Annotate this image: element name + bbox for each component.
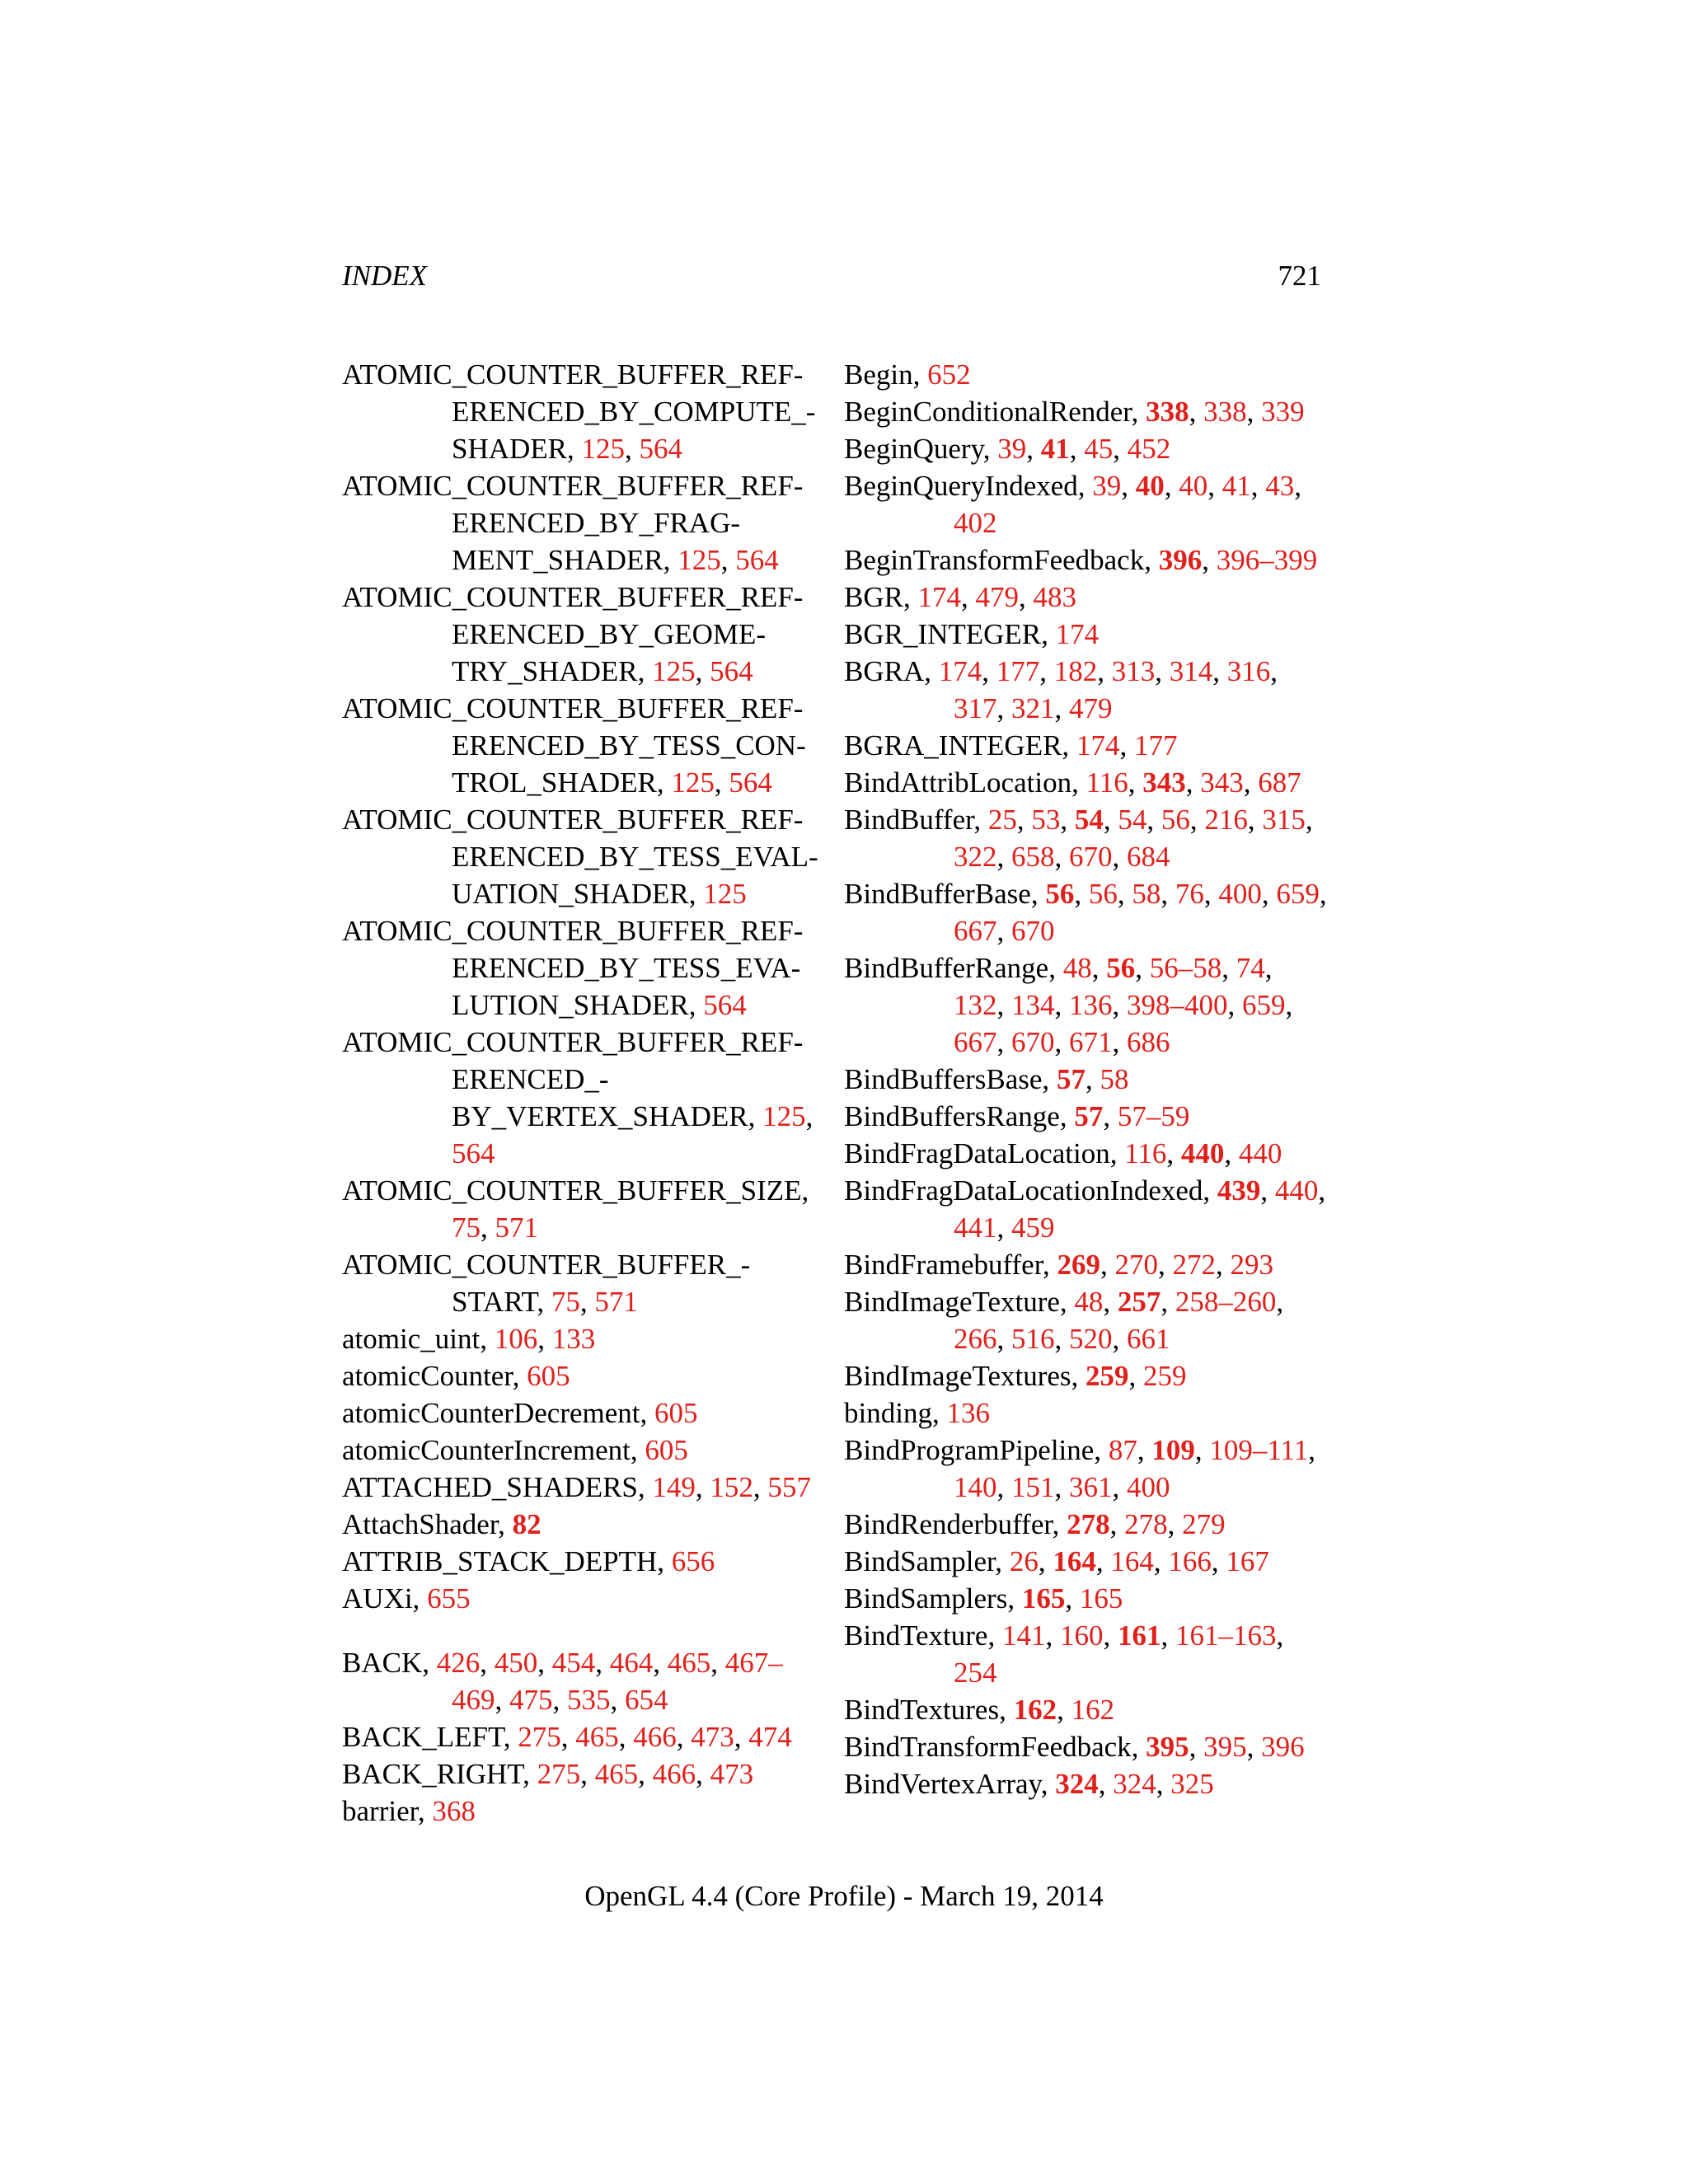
page-ref[interactable]: 658 bbox=[1011, 841, 1055, 873]
page-ref[interactable]: 56 bbox=[1160, 804, 1190, 836]
index-entry: BGR, 174, 479, 483 bbox=[844, 581, 1076, 613]
index-term: ERENCED_- bbox=[452, 1063, 609, 1095]
page-ref[interactable]: 339 bbox=[1261, 396, 1305, 428]
index-term: BGRA, bbox=[844, 655, 939, 687]
index-term: BindTransformFeedback, bbox=[844, 1731, 1146, 1763]
page-ref[interactable]: 479 bbox=[1069, 692, 1113, 724]
page-ref[interactable]: 279 bbox=[1182, 1508, 1226, 1540]
page-ref[interactable]: 162 bbox=[1071, 1694, 1115, 1726]
page-ref[interactable]: 671 bbox=[1069, 1026, 1113, 1058]
index-term: ATOMIC_COUNTER_BUFFER_REF- bbox=[342, 915, 804, 947]
index-entry: BindTransformFeedback, 395, 395, 396 bbox=[844, 1731, 1305, 1763]
page-ref[interactable]: 659 bbox=[1242, 989, 1286, 1021]
page-ref[interactable]: 174 bbox=[1055, 618, 1100, 650]
page-ref[interactable]: 106 bbox=[494, 1323, 538, 1355]
index-term: atomic_uint, bbox=[342, 1323, 495, 1355]
page-ref[interactable]: 466 bbox=[652, 1758, 696, 1790]
index-term: ATTACHED_SHADERS, bbox=[342, 1471, 653, 1503]
page-ref[interactable]: 116 bbox=[1085, 766, 1128, 799]
index-term: BGR_INTEGER, bbox=[844, 618, 1056, 650]
page-ref-defining[interactable]: 54 bbox=[1074, 804, 1104, 836]
page-ref[interactable]: 56–58 bbox=[1149, 952, 1222, 984]
page-ref[interactable]: 41 bbox=[1221, 470, 1251, 502]
page-ref[interactable]: 670 bbox=[1011, 1026, 1055, 1058]
page-ref[interactable]: 564 bbox=[452, 1137, 495, 1169]
page-ref[interactable]: 58 bbox=[1100, 1063, 1129, 1095]
index-entry: ATTACHED_SHADERS, 149, 152, 557 bbox=[342, 1471, 811, 1503]
page-ref-defining[interactable]: 164 bbox=[1053, 1545, 1096, 1577]
page-ref[interactable]: 467–469 bbox=[452, 1647, 783, 1716]
index-term: TROL_SHADER, bbox=[452, 766, 672, 799]
index-term: atomicCounter, bbox=[342, 1360, 528, 1392]
page-ref-defining[interactable]: 161 bbox=[1117, 1619, 1161, 1652]
page-ref[interactable]: 56 bbox=[1088, 878, 1118, 910]
page-ref[interactable]: 125 bbox=[652, 655, 696, 687]
page-ref[interactable]: 368 bbox=[432, 1795, 476, 1827]
page-ref[interactable]: 45 bbox=[1084, 433, 1114, 465]
index-entry: BindFramebuffer, 269, 270, 272, 293 bbox=[844, 1249, 1273, 1281]
page-ref[interactable]: 315 bbox=[1262, 804, 1306, 836]
page-ref[interactable]: 165 bbox=[1079, 1582, 1123, 1615]
page-ref[interactable]: 655 bbox=[427, 1582, 471, 1615]
page-ref[interactable]: 396 bbox=[1261, 1731, 1305, 1763]
page-ref-defining[interactable]: 56 bbox=[1045, 878, 1075, 910]
page-ref[interactable]: 53 bbox=[1031, 804, 1061, 836]
page-ref[interactable]: 116 bbox=[1124, 1137, 1167, 1169]
index-term: ATOMIC_COUNTER_BUFFER_REF- bbox=[342, 804, 804, 836]
page-ref[interactable]: 325 bbox=[1170, 1768, 1214, 1800]
page-ref[interactable]: 654 bbox=[625, 1684, 668, 1716]
index-entry: BACK, 426, 450, 454, 464, 465, 467–469, 475, 535, 654 bbox=[342, 1647, 783, 1716]
page-ref[interactable]: 667 bbox=[954, 915, 997, 947]
index-entry: atomic_uint, 106, 133 bbox=[342, 1323, 596, 1355]
page-ref[interactable]: 39 bbox=[997, 433, 1027, 465]
index-term: ERENCED_BY_TESS_EVA- bbox=[452, 952, 801, 984]
index-entry bbox=[844, 616, 1327, 653]
page-ref-defining[interactable]: 165 bbox=[1021, 1582, 1066, 1615]
page-ref[interactable]: 314 bbox=[1169, 655, 1213, 687]
page-ref-defining[interactable]: 109 bbox=[1151, 1434, 1195, 1466]
page-ref[interactable]: 466 bbox=[633, 1721, 677, 1753]
page-ref[interactable]: 516 bbox=[1011, 1323, 1055, 1355]
index-entry: BindTexture, 141, 160, 161, 161–163, 254 bbox=[844, 1619, 1284, 1689]
index-term: ERENCED_BY_GEOME- bbox=[452, 618, 767, 650]
index-term: BindFramebuffer, bbox=[844, 1249, 1057, 1281]
page-ref-defining[interactable]: 278 bbox=[1067, 1508, 1110, 1540]
index-term: LUTION_SHADER, bbox=[452, 989, 704, 1021]
page-ref[interactable]: 164 bbox=[1110, 1545, 1154, 1577]
index-term: BGRA_INTEGER, bbox=[844, 729, 1076, 762]
page-ref[interactable]: 177 bbox=[1133, 729, 1178, 762]
page-ref[interactable]: 48 bbox=[1062, 952, 1092, 984]
index-entry: BindBufferBase, 56, 56, 58, 76, 400, 659, 667, 670 bbox=[844, 878, 1327, 947]
index-entry: BindImageTextures, 259, 259 bbox=[844, 1360, 1187, 1392]
index-term: BindProgramPipeline, bbox=[844, 1434, 1109, 1466]
index-entry: BindImageTexture, 48, 257, 258–260, 266, 516, 520, 661 bbox=[844, 1286, 1284, 1355]
page-ref[interactable]: 659 bbox=[1276, 878, 1320, 910]
page-ref[interactable]: 254 bbox=[954, 1657, 997, 1689]
page-ref[interactable]: 161–163 bbox=[1175, 1619, 1277, 1652]
index-entry: BindSamplers, 165, 165 bbox=[844, 1582, 1123, 1615]
page-ref[interactable]: 26 bbox=[1009, 1545, 1039, 1577]
page-ref[interactable]: 275 bbox=[518, 1721, 561, 1753]
index-term: Begin, bbox=[844, 359, 928, 391]
index-entry: BindBuffersRange, 57, 57–59 bbox=[844, 1100, 1190, 1132]
index-term: BeginQueryIndexed, bbox=[844, 470, 1093, 502]
index-term: BeginTransformFeedback, bbox=[844, 544, 1159, 576]
page-ref[interactable]: 25 bbox=[987, 804, 1017, 836]
index-letter-gap bbox=[342, 1617, 828, 1644]
index-term: TRY_SHADER, bbox=[452, 655, 653, 687]
page-ref[interactable]: 140 bbox=[954, 1471, 997, 1503]
index-term: BindBufferRange, bbox=[844, 952, 1063, 984]
page-ref-defining[interactable]: 440 bbox=[1180, 1137, 1225, 1169]
page-ref[interactable]: 400 bbox=[1127, 1471, 1170, 1503]
index-term: ATTRIB_STACK_DEPTH, bbox=[342, 1545, 672, 1577]
page-ref[interactable]: 402 bbox=[954, 507, 997, 539]
page-ref[interactable]: 564 bbox=[639, 433, 683, 465]
index-term: ATOMIC_COUNTER_BUFFER_REF- bbox=[342, 1026, 804, 1058]
index-term: binding, bbox=[844, 1397, 947, 1429]
index-term: BindFragDataLocationIndexed, bbox=[844, 1174, 1217, 1207]
index-entry: ATOMIC_COUNTER_BUFFER_REF- ERENCED_BY_TESS_CON- TROL_SHADER, 125, 564 bbox=[342, 692, 806, 799]
page-ref-defining[interactable]: 57 bbox=[1074, 1100, 1104, 1132]
page-ref[interactable]: 473 bbox=[691, 1721, 734, 1753]
page-ref-defining[interactable]: 439 bbox=[1217, 1174, 1261, 1207]
page-ref[interactable]: 479 bbox=[975, 581, 1019, 613]
index-entry bbox=[342, 801, 828, 912]
index-entry bbox=[342, 1793, 828, 1830]
page-ref[interactable]: 177 bbox=[996, 655, 1040, 687]
index-term: BindImageTexture, bbox=[844, 1286, 1075, 1318]
page-ref-defining[interactable]: 82 bbox=[512, 1508, 542, 1540]
index-term: ERENCED_BY_COMPUTE_- bbox=[452, 396, 816, 428]
page-number: 721 bbox=[1278, 260, 1321, 292]
page-ref-defining[interactable]: 324 bbox=[1055, 1768, 1099, 1800]
index-entry: BGRA, 174, 177, 182, 313, 314, 316, 317, 321, 479 bbox=[844, 655, 1278, 724]
page-ref[interactable]: 87 bbox=[1108, 1434, 1137, 1466]
page-ref[interactable]: 132 bbox=[954, 989, 997, 1021]
page-ref[interactable]: 687 bbox=[1258, 766, 1301, 799]
page-ref[interactable]: 109–111 bbox=[1209, 1434, 1309, 1466]
page-ref[interactable]: 670 bbox=[1011, 915, 1055, 947]
index-entry: ATOMIC_COUNTER_BUFFER_SIZE, 75, 571 bbox=[342, 1174, 809, 1244]
page-ref[interactable]: 174 bbox=[917, 581, 961, 613]
page-ref[interactable]: 398–400 bbox=[1127, 989, 1228, 1021]
page-ref[interactable]: 396–399 bbox=[1216, 544, 1318, 576]
page-ref-defining[interactable]: 343 bbox=[1142, 766, 1186, 799]
index-entry: BGRA_INTEGER, 174, 177 bbox=[844, 729, 1178, 762]
index-term: ERENCED_BY_TESS_EVAL- bbox=[452, 841, 818, 873]
page-ref[interactable]: 686 bbox=[1127, 1026, 1170, 1058]
page-ref[interactable]: 259 bbox=[1143, 1360, 1187, 1392]
page-ref-defining[interactable]: 56 bbox=[1106, 952, 1136, 984]
index-term: ATOMIC_COUNTER_BUFFER_REF- bbox=[342, 359, 804, 391]
page-ref[interactable]: 75 bbox=[551, 1286, 580, 1318]
page-ref[interactable]: 400 bbox=[1218, 878, 1262, 910]
index-entry: BeginConditionalRender, 338, 338, 339 bbox=[844, 396, 1305, 428]
page-ref[interactable]: 58 bbox=[1132, 878, 1161, 910]
index-term: BindTextures, bbox=[844, 1694, 1014, 1726]
page-ref[interactable]: 54 bbox=[1118, 804, 1147, 836]
page-ref-defining[interactable]: 259 bbox=[1085, 1360, 1129, 1392]
page-ref[interactable]: 48 bbox=[1074, 1286, 1104, 1318]
page-ref[interactable]: 459 bbox=[1011, 1212, 1055, 1244]
page-ref[interactable]: 174 bbox=[938, 655, 982, 687]
index-term: ATOMIC_COUNTER_BUFFER_REF- bbox=[342, 470, 804, 502]
index-entry bbox=[844, 1394, 1327, 1432]
page-ref[interactable]: 557 bbox=[767, 1471, 811, 1503]
page-ref[interactable]: 275 bbox=[537, 1758, 581, 1790]
page-ref[interactable]: 125 bbox=[703, 878, 747, 910]
page-ref[interactable]: 564 bbox=[710, 655, 753, 687]
page-ref[interactable]: 452 bbox=[1127, 433, 1171, 465]
index-entry: ATOMIC_COUNTER_BUFFER_REF- ERENCED_BY_COMPUTE_- SHADER, 125, 564 bbox=[342, 359, 816, 465]
page-ref[interactable]: 520 bbox=[1069, 1323, 1113, 1355]
page-ref[interactable]: 125 bbox=[762, 1100, 806, 1132]
page-ref[interactable]: 125 bbox=[581, 433, 626, 465]
index-term: BindBufferBase, bbox=[844, 878, 1046, 910]
index-term: BGR, bbox=[844, 581, 918, 613]
index-term: BindBuffersRange, bbox=[844, 1100, 1075, 1132]
index-term: BACK_RIGHT, bbox=[342, 1758, 537, 1790]
page-ref[interactable]: 440 bbox=[1274, 1174, 1319, 1207]
index-term: BACK, bbox=[342, 1647, 437, 1679]
page-ref[interactable]: 57–59 bbox=[1117, 1100, 1190, 1132]
page-ref[interactable]: 136 bbox=[946, 1397, 990, 1429]
index-column-left bbox=[342, 356, 828, 1830]
index-term: ERENCED_BY_FRAG- bbox=[452, 507, 741, 539]
index-term: BeginQuery, bbox=[844, 433, 998, 465]
index-entry: BindVertexArray, 324, 324, 325 bbox=[844, 1768, 1214, 1800]
index-entry: BindFragDataLocationIndexed, 439, 440, 441, 459 bbox=[844, 1174, 1326, 1244]
index-entry: BeginQuery, 39, 41, 45, 452 bbox=[844, 433, 1171, 465]
index-entry: BACK_LEFT, 275, 465, 466, 473, 474 bbox=[342, 1721, 792, 1753]
index-term: BindSamplers, bbox=[844, 1582, 1022, 1615]
index-entry: BindFragDataLocation, 116, 440, 440 bbox=[844, 1137, 1282, 1169]
page-ref[interactable]: 160 bbox=[1059, 1619, 1104, 1652]
index-entry: BACK_RIGHT, 275, 465, 466, 473 bbox=[342, 1758, 754, 1790]
page-ref[interactable]: 343 bbox=[1200, 766, 1244, 799]
index-term: UATION_SHADER, bbox=[452, 878, 704, 910]
index-term: BindAttribLocation, bbox=[844, 766, 1086, 799]
page-ref[interactable]: 571 bbox=[495, 1212, 538, 1244]
page-ref[interactable]: 338 bbox=[1203, 396, 1247, 428]
page-ref[interactable]: 125 bbox=[678, 544, 721, 576]
page-ref[interactable]: 322 bbox=[954, 841, 997, 873]
header-title: INDEX bbox=[342, 260, 428, 292]
page-ref[interactable]: 564 bbox=[703, 989, 747, 1021]
page-ref[interactable]: 149 bbox=[652, 1471, 696, 1503]
index-entry: BindProgramPipeline, 87, 109, 109–111, 140, 151, 361, 400 bbox=[844, 1434, 1315, 1503]
page-ref[interactable]: 182 bbox=[1053, 655, 1098, 687]
index-entry bbox=[342, 1432, 828, 1469]
page-ref[interactable]: 605 bbox=[654, 1397, 698, 1429]
index-term: AttachShader, bbox=[342, 1508, 513, 1540]
index-entry: ATOMIC_COUNTER_BUFFER_REF- ERENCED_BY_GEOME- TRY_SHADER, 125, 564 bbox=[342, 581, 804, 687]
page-ref[interactable]: 317 bbox=[954, 692, 997, 724]
page-ref[interactable]: 272 bbox=[1172, 1249, 1216, 1281]
page-ref[interactable]: 76 bbox=[1175, 878, 1204, 910]
page-ref[interactable]: 313 bbox=[1111, 655, 1156, 687]
page-ref[interactable]: 454 bbox=[551, 1647, 596, 1679]
index-term: BindBuffer, bbox=[844, 804, 988, 836]
index-entry: BindBufferRange, 48, 56, 56–58, 74, 132, 134, 136, 398–400, 659, 667, 670, 671, 686 bbox=[844, 952, 1293, 1058]
page-ref[interactable]: 167 bbox=[1226, 1545, 1269, 1577]
index-entry: BindBuffer, 25, 53, 54, 54, 56, 216, 315, 322, 658, 670, 684 bbox=[844, 804, 1313, 873]
index-entry bbox=[342, 912, 828, 1024]
page-ref[interactable]: 652 bbox=[927, 359, 971, 391]
index-entry: BindBuffersBase, 57, 58 bbox=[844, 1063, 1129, 1095]
page-ref[interactable]: 684 bbox=[1127, 841, 1170, 873]
index-term: BindFragDataLocation, bbox=[844, 1137, 1125, 1169]
page-ref[interactable]: 395 bbox=[1203, 1731, 1247, 1763]
page-ref[interactable]: 152 bbox=[710, 1471, 753, 1503]
index-term: AUXi, bbox=[342, 1582, 428, 1615]
page-ref[interactable]: 670 bbox=[1069, 841, 1113, 873]
index-entry: BindTextures, 162, 162 bbox=[844, 1694, 1115, 1726]
page-ref[interactable]: 166 bbox=[1168, 1545, 1212, 1577]
index-term: MENT_SHADER, bbox=[452, 544, 678, 576]
index-entry: BeginTransformFeedback, 396, 396–399 bbox=[844, 544, 1318, 576]
page-ref[interactable]: 473 bbox=[710, 1758, 754, 1790]
page-ref[interactable]: 605 bbox=[645, 1434, 688, 1466]
index-term: atomicCounterDecrement, bbox=[342, 1397, 655, 1429]
index-entry: ATOMIC_COUNTER_BUFFER_REF- ERENCED_BY_FRAG- MENT_SHADER, 125, 564 bbox=[342, 470, 804, 576]
page-ref[interactable]: 293 bbox=[1230, 1249, 1273, 1281]
index-term: ATOMIC_COUNTER_BUFFER_SIZE, bbox=[342, 1174, 809, 1207]
page-ref[interactable]: 151 bbox=[1011, 1471, 1055, 1503]
index-term: BindImageTextures, bbox=[844, 1360, 1086, 1392]
page-ref[interactable]: 125 bbox=[671, 766, 715, 799]
index-column-right bbox=[844, 356, 1327, 1802]
index-term: atomicCounterIncrement, bbox=[342, 1434, 645, 1466]
page-ref-defining[interactable]: 396 bbox=[1158, 544, 1203, 576]
page-ref[interactable]: 441 bbox=[954, 1212, 997, 1244]
index-entry bbox=[342, 1394, 828, 1432]
page-ref-defining[interactable]: 57 bbox=[1056, 1063, 1085, 1095]
index-term: START, bbox=[452, 1286, 551, 1318]
index-term: SHADER, bbox=[452, 433, 582, 465]
page-ref-defining[interactable]: 269 bbox=[1057, 1249, 1100, 1281]
page-ref[interactable]: 133 bbox=[551, 1323, 596, 1355]
page-ref[interactable]: 426 bbox=[436, 1647, 481, 1679]
index-term: BindSampler, bbox=[844, 1545, 1010, 1577]
page-ref-defining[interactable]: 40 bbox=[1135, 470, 1165, 502]
index-term: ATOMIC_COUNTER_BUFFER_REF- bbox=[342, 581, 804, 613]
page-ref[interactable]: 258–260 bbox=[1175, 1286, 1277, 1318]
index-entry: BeginQueryIndexed, 39, 40, 40, 41, 43, 402 bbox=[844, 470, 1302, 539]
page-ref[interactable]: 136 bbox=[1069, 989, 1113, 1021]
page-ref[interactable]: 440 bbox=[1238, 1137, 1282, 1169]
index-entry bbox=[342, 1543, 828, 1580]
page-ref[interactable]: 316 bbox=[1226, 655, 1271, 687]
index-entry bbox=[342, 1357, 828, 1394]
page-ref-defining[interactable]: 162 bbox=[1013, 1694, 1057, 1726]
index-entry: ATOMIC_COUNTER_BUFFER_- START, 75, 571 bbox=[342, 1249, 751, 1318]
page-ref[interactable]: 656 bbox=[671, 1545, 715, 1577]
page-ref[interactable]: 571 bbox=[594, 1286, 638, 1318]
page-ref[interactable]: 465 bbox=[667, 1647, 711, 1679]
page-ref[interactable]: 667 bbox=[954, 1026, 997, 1058]
index-entry: BindAttribLocation, 116, 343, 343, 687 bbox=[844, 766, 1301, 799]
index-term: BindTexture, bbox=[844, 1619, 1002, 1652]
index-entry: BindSampler, 26, 164, 164, 166, 167 bbox=[844, 1545, 1269, 1577]
index-term: ATOMIC_COUNTER_BUFFER_- bbox=[342, 1249, 751, 1281]
page-ref[interactable]: 324 bbox=[1113, 1768, 1156, 1800]
index-entry bbox=[844, 356, 1327, 393]
page-ref[interactable]: 475 bbox=[509, 1684, 553, 1716]
page-ref[interactable]: 174 bbox=[1076, 729, 1120, 762]
page-ref[interactable]: 465 bbox=[594, 1758, 639, 1790]
page-ref[interactable]: 75 bbox=[452, 1212, 481, 1244]
index-term: ATOMIC_COUNTER_BUFFER_REF- bbox=[342, 692, 804, 724]
page-ref[interactable]: 321 bbox=[1011, 692, 1055, 724]
page-ref[interactable]: 535 bbox=[567, 1684, 611, 1716]
index-term: barrier, bbox=[342, 1795, 433, 1827]
page-ref[interactable]: 134 bbox=[1011, 989, 1055, 1021]
page-header bbox=[342, 257, 1321, 295]
page-ref[interactable]: 361 bbox=[1069, 1471, 1113, 1503]
page-ref[interactable]: 564 bbox=[735, 544, 779, 576]
index-term: BeginConditionalRender, bbox=[844, 396, 1146, 428]
page-ref[interactable]: 266 bbox=[954, 1323, 997, 1355]
page-ref-defining[interactable]: 338 bbox=[1146, 396, 1189, 428]
page-ref[interactable]: 605 bbox=[527, 1360, 570, 1392]
index-entry: BindRenderbuffer, 278, 278, 279 bbox=[844, 1508, 1226, 1540]
index-term: BACK_LEFT, bbox=[342, 1721, 518, 1753]
page-ref[interactable]: 39 bbox=[1092, 470, 1122, 502]
page-ref[interactable]: 43 bbox=[1265, 470, 1295, 502]
page-footer: OpenGL 4.4 (Core Profile) - March 19, 2014 bbox=[584, 1880, 1104, 1912]
page-ref[interactable]: 564 bbox=[729, 766, 772, 799]
page-ref[interactable]: 270 bbox=[1114, 1249, 1158, 1281]
index-term: ERENCED_BY_TESS_CON- bbox=[452, 729, 806, 762]
page-ref[interactable]: 474 bbox=[748, 1721, 792, 1753]
index-term: BindBuffersBase, bbox=[844, 1063, 1057, 1095]
page-ref[interactable]: 661 bbox=[1127, 1323, 1170, 1355]
page-ref[interactable]: 216 bbox=[1204, 804, 1248, 836]
page-ref[interactable]: 450 bbox=[494, 1647, 538, 1679]
index-entry bbox=[342, 1580, 828, 1617]
page-ref[interactable]: 40 bbox=[1179, 470, 1208, 502]
page-ref[interactable]: 465 bbox=[575, 1721, 619, 1753]
index-entry bbox=[342, 1506, 828, 1543]
page-ref[interactable]: 141 bbox=[1001, 1619, 1046, 1652]
page-ref[interactable]: 483 bbox=[1033, 581, 1076, 613]
index-entry: ATOMIC_COUNTER_BUFFER_REF- ERENCED_- BY_VERTEX_SHADER, 125, 564 bbox=[342, 1026, 814, 1169]
page-ref-defining[interactable]: 41 bbox=[1040, 433, 1070, 465]
index-term: BindVertexArray, bbox=[844, 1768, 1056, 1800]
page-ref-defining[interactable]: 257 bbox=[1117, 1286, 1161, 1318]
page-ref[interactable]: 278 bbox=[1124, 1508, 1168, 1540]
page-ref-defining[interactable]: 395 bbox=[1146, 1731, 1189, 1763]
index-term: BY_VERTEX_SHADER, bbox=[452, 1100, 763, 1132]
index-term: BindRenderbuffer, bbox=[844, 1508, 1067, 1540]
page-ref[interactable]: 464 bbox=[609, 1647, 654, 1679]
page-ref[interactable]: 74 bbox=[1236, 952, 1265, 984]
